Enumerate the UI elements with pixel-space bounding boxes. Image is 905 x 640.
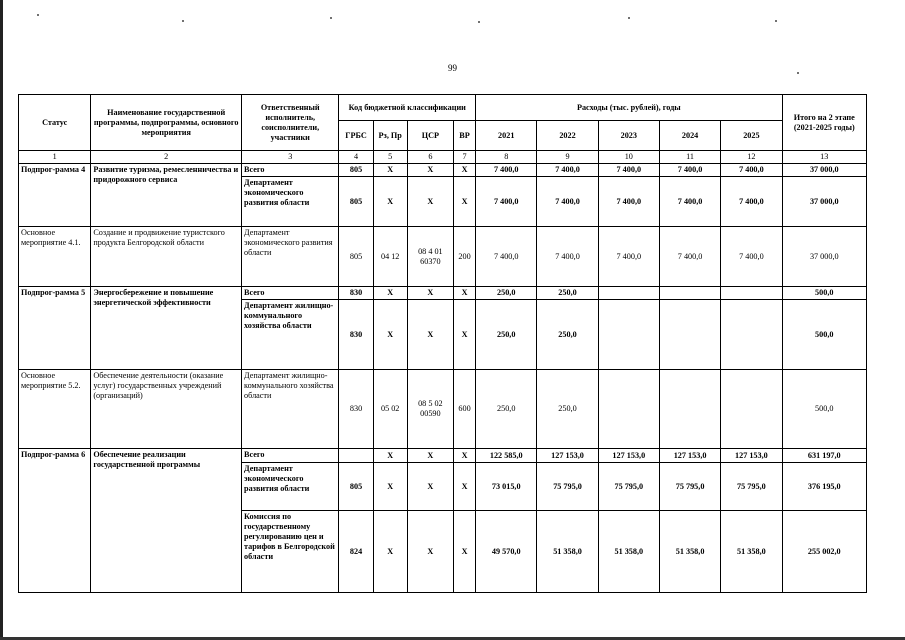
column-number: 6 bbox=[407, 151, 453, 164]
row-year-value: 73 015,0 bbox=[476, 463, 537, 511]
row-total: 255 002,0 bbox=[782, 511, 866, 593]
scan-left-edge bbox=[0, 0, 3, 640]
row-year-value: 7 400,0 bbox=[537, 227, 598, 287]
row-year-value: 7 400,0 bbox=[721, 164, 782, 177]
row-year-value: 7 400,0 bbox=[598, 227, 659, 287]
header-year-2023: 2023 bbox=[598, 121, 659, 151]
row-year-value: 122 585,0 bbox=[476, 449, 537, 463]
row-rz-pr: 04 12 bbox=[373, 227, 407, 287]
header-budget-code: Код бюджетной классификации bbox=[339, 95, 476, 121]
column-number: 4 bbox=[339, 151, 373, 164]
row-year-value: 127 153,0 bbox=[659, 449, 720, 463]
header-total: Итого на 2 этапе (2021-2025 годы) bbox=[782, 95, 866, 151]
row-name: Энергосбережение и повышение энергетической эффективности bbox=[91, 287, 242, 370]
column-number: 12 bbox=[721, 151, 782, 164]
row-grbs: 805 bbox=[339, 463, 373, 511]
row-year-value: 51 358,0 bbox=[721, 511, 782, 593]
row-year-value: 75 795,0 bbox=[721, 463, 782, 511]
row-csr: X bbox=[407, 177, 453, 227]
row-year-value: 250,0 bbox=[537, 370, 598, 449]
table-row bbox=[19, 370, 867, 449]
row-executor: Всего bbox=[242, 287, 339, 300]
row-year-value: 250,0 bbox=[476, 287, 537, 300]
row-executor: Департамент экономического развития области bbox=[242, 227, 339, 287]
row-grbs: 805 bbox=[339, 227, 373, 287]
row-year-value: 51 358,0 bbox=[537, 511, 598, 593]
row-year-value: 7 400,0 bbox=[659, 177, 720, 227]
column-number: 7 bbox=[453, 151, 475, 164]
row-year-value bbox=[721, 300, 782, 370]
row-csr: X bbox=[407, 449, 453, 463]
column-number: 13 bbox=[782, 151, 866, 164]
page-number: 99 bbox=[448, 63, 457, 73]
row-year-value: 7 400,0 bbox=[721, 227, 782, 287]
row-year-value: 51 358,0 bbox=[598, 511, 659, 593]
row-vr: X bbox=[453, 287, 475, 300]
row-rz-pr: X bbox=[373, 300, 407, 370]
header-rz-pr: Рз, Пр bbox=[373, 121, 407, 151]
scan-speck bbox=[182, 20, 184, 22]
row-csr: X bbox=[407, 287, 453, 300]
row-year-value: 250,0 bbox=[537, 300, 598, 370]
row-total: 376 195,0 bbox=[782, 463, 866, 511]
row-grbs bbox=[339, 449, 373, 463]
row-executor: Департамент экономического развития области bbox=[242, 177, 339, 227]
row-year-value: 127 153,0 bbox=[537, 449, 598, 463]
row-rz-pr: X bbox=[373, 449, 407, 463]
row-vr: 200 bbox=[453, 227, 475, 287]
row-year-value: 75 795,0 bbox=[598, 463, 659, 511]
row-rz-pr: X bbox=[373, 287, 407, 300]
row-rz-pr: 05 02 bbox=[373, 370, 407, 449]
row-executor: Департамент жилищно-коммунального хозяйства области bbox=[242, 370, 339, 449]
row-year-value: 7 400,0 bbox=[598, 164, 659, 177]
row-year-value: 7 400,0 bbox=[476, 177, 537, 227]
table-body bbox=[19, 164, 867, 593]
row-total: 500,0 bbox=[782, 300, 866, 370]
row-total: 37 000,0 bbox=[782, 177, 866, 227]
row-total: 500,0 bbox=[782, 370, 866, 449]
row-status: Основное мероприятие 4.1. bbox=[19, 227, 91, 287]
column-number: 9 bbox=[537, 151, 598, 164]
table-row bbox=[19, 449, 867, 463]
row-csr: X bbox=[407, 511, 453, 593]
row-year-value: 75 795,0 bbox=[659, 463, 720, 511]
row-year-value: 127 153,0 bbox=[721, 449, 782, 463]
row-year-value bbox=[659, 287, 720, 300]
row-year-value: 51 358,0 bbox=[659, 511, 720, 593]
row-total: 37 000,0 bbox=[782, 227, 866, 287]
row-csr: X bbox=[407, 300, 453, 370]
row-year-value: 250,0 bbox=[476, 370, 537, 449]
row-rz-pr: X bbox=[373, 164, 407, 177]
row-grbs: 830 bbox=[339, 370, 373, 449]
row-csr: 08 5 02 00590 bbox=[407, 370, 453, 449]
scan-speck bbox=[478, 21, 480, 23]
row-year-value: 7 400,0 bbox=[537, 177, 598, 227]
row-vr: X bbox=[453, 177, 475, 227]
row-year-value: 7 400,0 bbox=[476, 164, 537, 177]
column-number: 8 bbox=[476, 151, 537, 164]
row-vr: 600 bbox=[453, 370, 475, 449]
row-grbs: 830 bbox=[339, 287, 373, 300]
budget-table bbox=[18, 94, 867, 593]
column-number: 3 bbox=[242, 151, 339, 164]
row-csr: X bbox=[407, 164, 453, 177]
row-vr: X bbox=[453, 300, 475, 370]
row-total: 500,0 bbox=[782, 287, 866, 300]
row-rz-pr: X bbox=[373, 463, 407, 511]
scan-speck bbox=[330, 17, 332, 19]
row-year-value: 127 153,0 bbox=[598, 449, 659, 463]
row-executor: Всего bbox=[242, 449, 339, 463]
table-row bbox=[19, 287, 867, 300]
row-year-value bbox=[659, 370, 720, 449]
row-csr: X bbox=[407, 463, 453, 511]
row-status: Основное мероприятие 5.2. bbox=[19, 370, 91, 449]
row-executor: Комиссия по государственному регулированию цен и тарифов в Белгородской области bbox=[242, 511, 339, 593]
header-name: Наименование государственной программы, подпрограммы, основного мероприятия bbox=[91, 95, 242, 151]
header-year-2022: 2022 bbox=[537, 121, 598, 151]
row-year-value: 7 400,0 bbox=[476, 227, 537, 287]
row-vr: X bbox=[453, 463, 475, 511]
row-year-value bbox=[659, 300, 720, 370]
row-name: Развитие туризма, ремесленничества и придорожного сервиса bbox=[91, 164, 242, 227]
table-row bbox=[19, 227, 867, 287]
row-status: Подпрог-рамма 5 bbox=[19, 287, 91, 370]
row-vr: X bbox=[453, 449, 475, 463]
row-name: Обеспечение деятельности (оказание услуг) государственных учреждений (организаций) bbox=[91, 370, 242, 449]
row-year-value: 75 795,0 bbox=[537, 463, 598, 511]
row-grbs: 830 bbox=[339, 300, 373, 370]
row-year-value: 7 400,0 bbox=[721, 177, 782, 227]
header-grbs: ГРБС bbox=[339, 121, 373, 151]
header-csr: ЦСР bbox=[407, 121, 453, 151]
column-number: 2 bbox=[91, 151, 242, 164]
row-year-value: 7 400,0 bbox=[537, 164, 598, 177]
row-year-value bbox=[721, 287, 782, 300]
row-grbs: 824 bbox=[339, 511, 373, 593]
row-year-value: 250,0 bbox=[537, 287, 598, 300]
row-year-value: 7 400,0 bbox=[659, 227, 720, 287]
column-number: 10 bbox=[598, 151, 659, 164]
row-status: Подпрог-рамма 4 bbox=[19, 164, 91, 227]
header-year-2021: 2021 bbox=[476, 121, 537, 151]
table-row bbox=[19, 164, 867, 177]
row-year-value: 49 570,0 bbox=[476, 511, 537, 593]
row-rz-pr: X bbox=[373, 177, 407, 227]
row-year-value bbox=[598, 370, 659, 449]
row-year-value bbox=[598, 287, 659, 300]
row-year-value bbox=[598, 300, 659, 370]
header-expenses: Расходы (тыс. рублей), годы bbox=[476, 95, 782, 121]
header-year-2025: 2025 bbox=[721, 121, 782, 151]
header-year-2024: 2024 bbox=[659, 121, 720, 151]
row-year-value: 7 400,0 bbox=[659, 164, 720, 177]
row-executor: Департамент жилищно-коммунального хозяйства области bbox=[242, 300, 339, 370]
column-number: 11 bbox=[659, 151, 720, 164]
header-status: Статус bbox=[19, 95, 91, 151]
row-total: 631 197,0 bbox=[782, 449, 866, 463]
header-executor: Ответственный исполнитель, соисполнители, участники bbox=[242, 95, 339, 151]
row-year-value: 7 400,0 bbox=[598, 177, 659, 227]
header-vr: ВР bbox=[453, 121, 475, 151]
scan-speck bbox=[775, 20, 777, 22]
row-rz-pr: X bbox=[373, 511, 407, 593]
row-grbs: 805 bbox=[339, 164, 373, 177]
row-grbs: 805 bbox=[339, 177, 373, 227]
row-executor: Департамент экономического развития области bbox=[242, 463, 339, 511]
scan-speck bbox=[37, 14, 39, 16]
row-vr: X bbox=[453, 164, 475, 177]
row-executor: Всего bbox=[242, 164, 339, 177]
row-csr: 08 4 01 60370 bbox=[407, 227, 453, 287]
row-year-value bbox=[721, 370, 782, 449]
row-total: 37 000,0 bbox=[782, 164, 866, 177]
row-vr: X bbox=[453, 511, 475, 593]
scan-speck bbox=[628, 17, 630, 19]
column-number-row bbox=[19, 151, 867, 164]
row-name: Создание и продвижение туристского продукта Белгородской области bbox=[91, 227, 242, 287]
column-number: 1 bbox=[19, 151, 91, 164]
column-number: 5 bbox=[373, 151, 407, 164]
row-year-value: 250,0 bbox=[476, 300, 537, 370]
row-name: Обеспечение реализации государственной программы bbox=[91, 449, 242, 593]
row-status: Подпрог-рамма 6 bbox=[19, 449, 91, 593]
